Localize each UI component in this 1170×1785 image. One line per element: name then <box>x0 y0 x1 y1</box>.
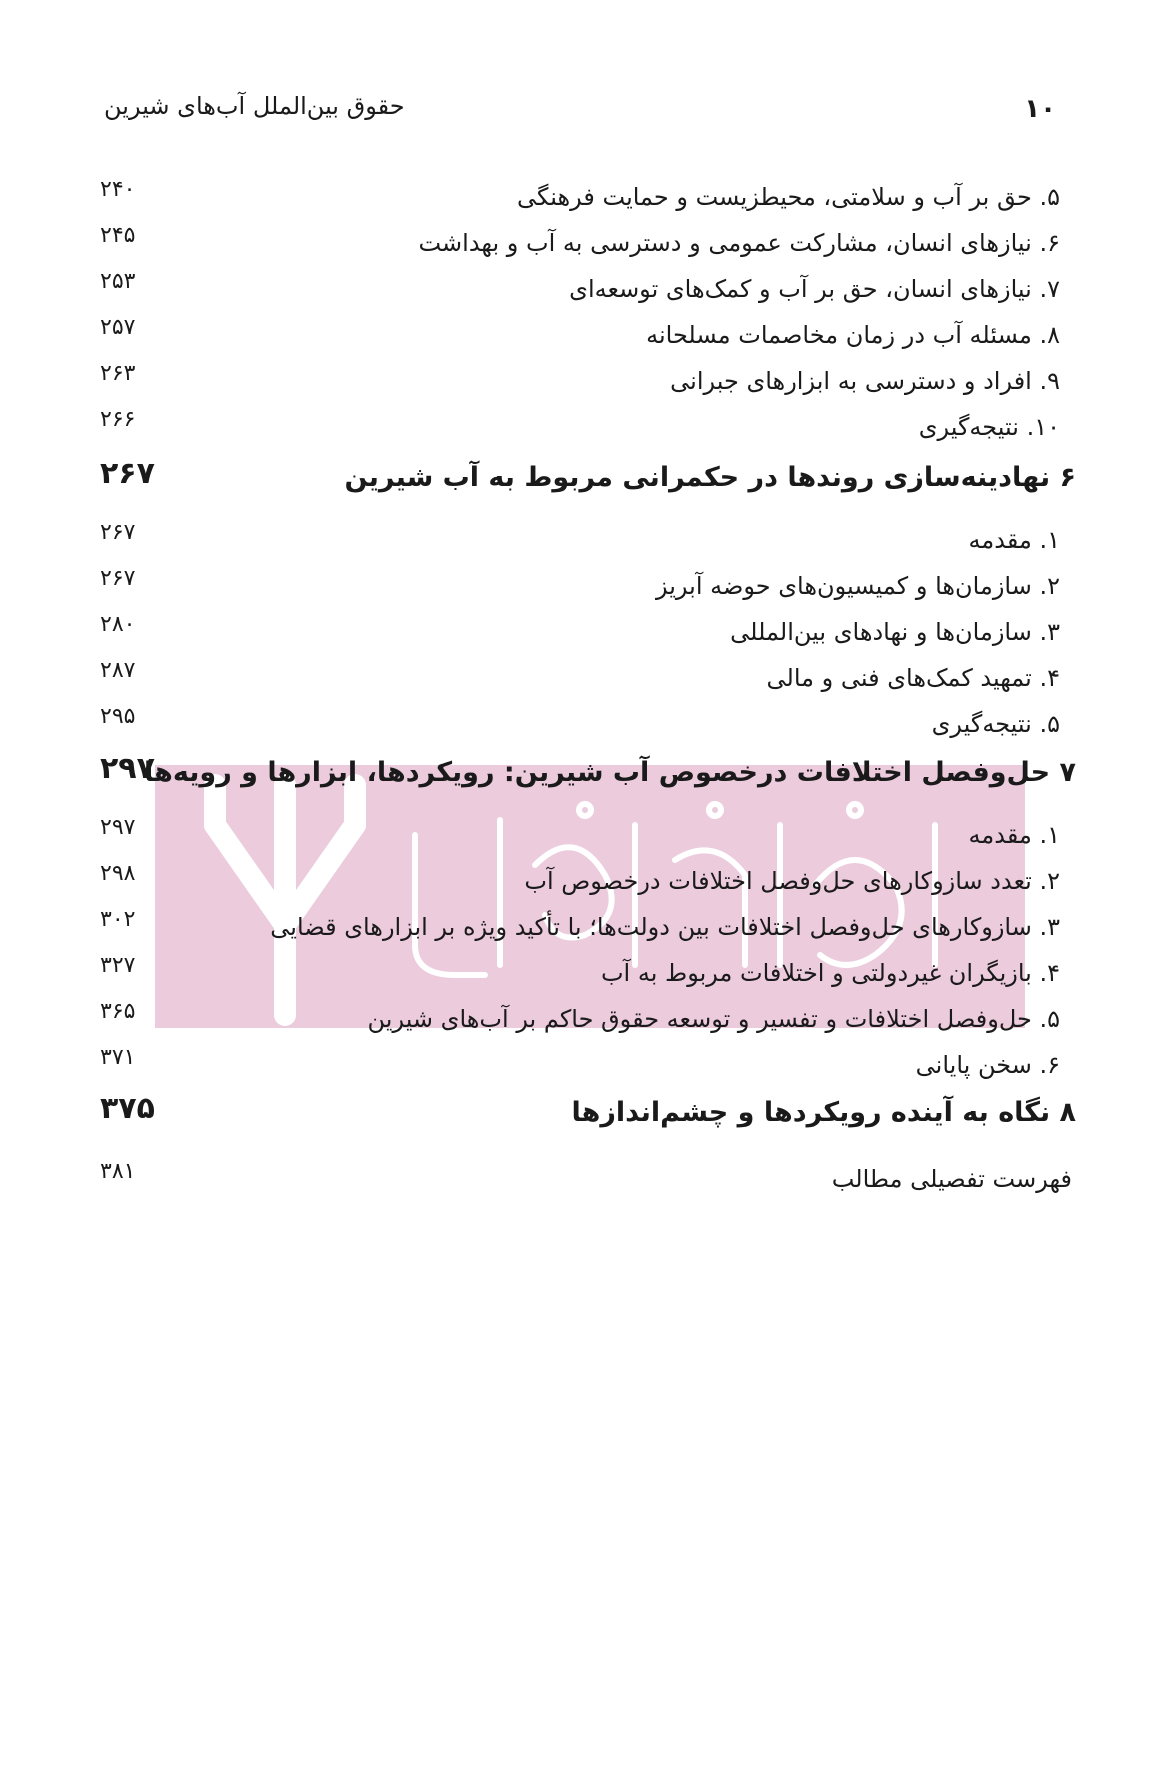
toc-entry-page: ۳۷۱ <box>100 1045 136 1070</box>
toc-chapter-title: ۷ حل‌وفصل اختلافات درخصوص آب شیرین: رویکردها، ابزارها و رویه‌ها <box>144 757 1076 788</box>
toc-chapter-page: ۲۹۷ <box>100 751 155 786</box>
toc-entry-title: ۵. نتیجه‌گیری <box>931 710 1060 738</box>
toc-chapter <box>90 456 1076 506</box>
toc-entry-title: ۵. حل‌وفصل اختلافات و تفسیر و توسعه حقوق حاکم بر آب‌های شیرین <box>367 1005 1060 1033</box>
toc-entry-title: ۴. تمهید کمک‌های فنی و مالی <box>766 664 1060 692</box>
toc-entry <box>90 815 1070 865</box>
toc-chapter <box>90 1091 1076 1141</box>
toc-entry <box>90 269 1070 319</box>
toc-entry <box>90 407 1070 457</box>
toc-entry <box>90 861 1070 911</box>
toc-entry-title: ۶. نیازهای انسان، مشارکت عمومی و دسترسی به آب و بهداشت <box>418 229 1060 257</box>
toc-entry <box>90 223 1070 273</box>
toc-chapter-page: ۲۶۷ <box>100 456 155 491</box>
toc-chapter-title: ۸ نگاه به آینده رویکردها و چشم‌اندازها <box>571 1097 1076 1128</box>
toc-entry <box>90 520 1070 570</box>
toc-entry-title: ۱. مقدمه <box>968 526 1060 554</box>
toc-entry-page: ۲۹۸ <box>100 861 136 886</box>
toc-entry-page: ۲۴۰ <box>100 177 136 202</box>
toc-entry <box>90 177 1070 227</box>
toc-entry-title: ۱. مقدمه <box>968 821 1060 849</box>
toc-chapter <box>90 751 1076 801</box>
toc-entry-page: ۲۵۷ <box>100 315 136 340</box>
toc-entry-title: ۸. مسئله آب در زمان مخاصمات مسلحانه <box>646 321 1060 349</box>
toc-entry-page: ۲۶۷ <box>100 566 136 591</box>
toc-entry-title: ۵. حق بر آب و سلامتی، محیطزیست و حمایت فرهنگی <box>517 183 1060 211</box>
toc-entry-title: ۲. تعدد سازوکارهای حل‌وفصل اختلافات درخصوص آب <box>524 867 1060 895</box>
toc-entry-page: ۲۸۷ <box>100 658 136 683</box>
toc-chapter-title: ۶ نهادینه‌سازی روندها در حکمرانی مربوط به آب شیرین <box>344 462 1076 493</box>
running-header-title: حقوق بین‌الملل آب‌های شیرین <box>104 92 405 120</box>
toc-entry-page: ۳۰۲ <box>100 907 136 932</box>
toc-entry-page: ۲۵۳ <box>100 269 136 294</box>
toc-entry-title: ۱۰. نتیجه‌گیری <box>918 413 1060 441</box>
toc-entry <box>90 361 1070 411</box>
toc-entry <box>90 953 1070 1003</box>
toc-chapter-page: ۳۷۵ <box>100 1091 155 1126</box>
toc-entry-title: ۹. افراد و دسترسی به ابزارهای جبرانی <box>670 367 1060 395</box>
toc-entry-title: ۶. سخن پایانی <box>915 1051 1060 1079</box>
toc-entry <box>90 612 1070 662</box>
toc-entry <box>90 704 1070 754</box>
toc-entry <box>90 999 1070 1049</box>
toc-entry-page: ۲۴۵ <box>100 223 136 248</box>
toc-entry <box>90 1159 1072 1209</box>
toc-entry-page: ۲۹۵ <box>100 704 136 729</box>
toc-entry-page: ۲۶۷ <box>100 520 136 545</box>
toc-entry-page: ۲۶۶ <box>100 407 136 432</box>
toc-entry-title: ۳. سازمان‌ها و نهادهای بین‌المللی <box>730 618 1060 646</box>
toc-entry-page: ۳۸۱ <box>100 1159 136 1184</box>
toc-entry <box>90 1045 1070 1095</box>
toc-entry-page: ۲۸۰ <box>100 612 136 637</box>
toc-entry <box>90 566 1070 616</box>
toc-entry-title: ۷. نیازهای انسان، حق بر آب و کمک‌های توسعه‌ای <box>569 275 1060 303</box>
page-number: ۱۰ <box>1024 94 1056 124</box>
toc-entry-title: ۲. سازمان‌ها و کمیسیون‌های حوضه آبریز <box>656 572 1060 600</box>
toc-entry-title: ۳. سازوکارهای حل‌وفصل اختلافات بین دولت‌ها؛ با تأکید ویژه بر ابزارهای قضایی <box>270 913 1060 941</box>
toc-entry-title: فهرست تفصیلی مطالب <box>831 1165 1072 1193</box>
toc-entry <box>90 658 1070 708</box>
toc-entry-page: ۲۶۳ <box>100 361 136 386</box>
toc-entry-title: ۴. بازیگران غیردولتی و اختلافات مربوط به آب <box>600 959 1060 987</box>
toc-entry-page: ۳۲۷ <box>100 953 136 978</box>
toc-entry-page: ۳۶۵ <box>100 999 136 1024</box>
toc-entry-page: ۲۹۷ <box>100 815 136 840</box>
toc-entry <box>90 315 1070 365</box>
toc-entry <box>90 907 1070 957</box>
